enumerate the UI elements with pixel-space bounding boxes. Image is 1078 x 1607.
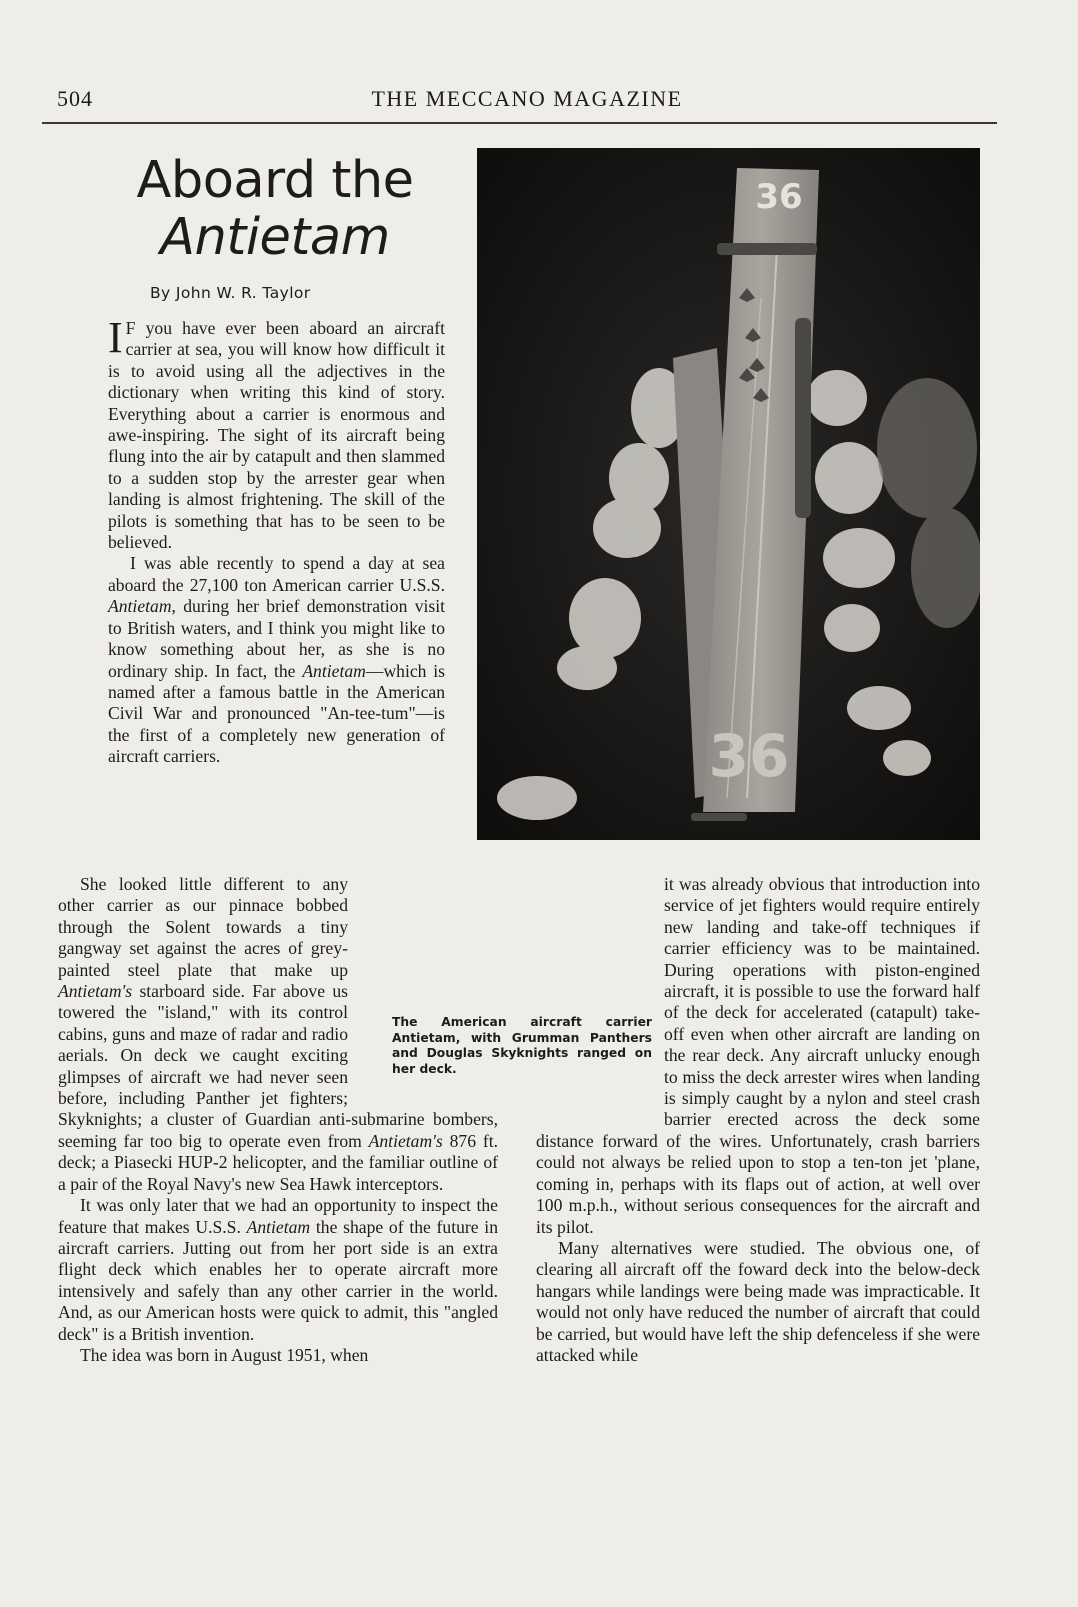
paragraph-7: Many alternatives were studied. The obvious one, of clearing all aircraft off the foward deck into the below-deck hangars while landings were being made was impracticable. It would not only have reduced the number of aircraft that could be carried, but would have left the ship defenceless if she were attacked while xyxy=(536,1237,980,1365)
byline: By John W. R. Taylor xyxy=(150,284,311,302)
headline-line1: Aboard the xyxy=(136,151,414,210)
article-headline xyxy=(110,152,440,266)
page-number: 504 xyxy=(57,86,93,111)
paragraph-4: It was only later that we had an opportunity to inspect the feature that makes U.S.S. Antietam the shape of the future in aircraft carriers. Jutting out from her port side is an extra flight deck which enables her to operate aircraft more intensively and safely than any other carrier in the world. And, as our American hosts were quick to admit, this "angled deck" is a British invention. xyxy=(58,1195,498,1344)
paragraph-1: I F you have ever been aboard an aircraft carrier at sea, you will know how difficult it is to avoid using all the adjectives in the dictionary when writing this kind of story. Everything about a carrier is enormous and awe-inspiring. The sight of its aircraft being flung into the air by catapult and then slammed to a sudden stop by the arrester gear when landing is almost frightening. The skill of the pilots is something that has to be seen to be believed. xyxy=(108,313,445,553)
deck-number-top: 36 xyxy=(755,177,803,217)
paragraph-3: She looked little different to any other carrier as our pinnace bobbed through the Solent towards a tiny gangway set against the acres of grey-painted steel plate that make up Antietam's starboard side. Far above us towered the "island," with its control cabins, guns and maze of radar and radio aerials. On deck we caught exciting glimpses of aircraft we had never seen before, including Panther jet fighters; Skyknights; a cluster of Guardian anti-submarine bombers, seeming far too big to operate even from Antietam's 876 ft. deck; a Piasecki HUP-2 helicopter, and the familiar outline of a pair of the Royal Navy's new Sea Hawk interceptors. xyxy=(58,874,498,1194)
right-column-lower xyxy=(536,874,980,1526)
headline-line2: Antietam xyxy=(160,208,390,267)
paragraph-5: The idea was born in August 1951, when xyxy=(80,1344,369,1365)
paragraph-6: it was already obvious that introduction into service of jet fighters would require entirely new landing and take-off techniques if carrier efficiency was to be maintained. During operations with piston-engined aircraft, it is possible to use the forward half of the deck for accelerated (catapult) take-off even when other aircraft are landing on the rear deck. Any aircraft unlucky enough to miss the deck arrester wires when landing is simply caught by a nylon and steel crash barrier erected across the deck some distance forward of the wires. Unfortunately, crash barriers could not always be relied upon to stop a ten-ton jet 'plane, coming in, perhaps with its flaps out of action, at well over 100 m.p.h., without serious consequences for the aircraft and its pilot. xyxy=(536,874,980,1237)
drop-cap: I xyxy=(108,313,123,362)
paragraph-2: I was able recently to spend a day at sea aboard the 27,100 ton American carrier U.S.S. Antietam, during her brief demonstration visit to British waters, and I think you might like to know something about her, as she is no ordinary ship. In fact, the Antietam—which is named after a famous battle in the American Civil War and pronounced "An-tee-tum"—is the first of a completely new generation of aircraft carriers. xyxy=(108,553,445,767)
carrier-photo-image xyxy=(477,148,980,840)
left-column-upper xyxy=(108,313,445,878)
header-rule xyxy=(42,122,997,124)
magazine-title: THE MECCANO MAGAZINE xyxy=(371,86,683,111)
deck-number-bottom: 36 xyxy=(708,722,790,790)
page-header xyxy=(57,86,997,116)
left-column-lower xyxy=(58,874,498,1526)
carrier-photo xyxy=(477,148,980,840)
photo-caption: The American aircraft carrier Antietam, with Grumman Panthers and Douglas Skyknights ranged on her deck. xyxy=(392,1015,652,1076)
